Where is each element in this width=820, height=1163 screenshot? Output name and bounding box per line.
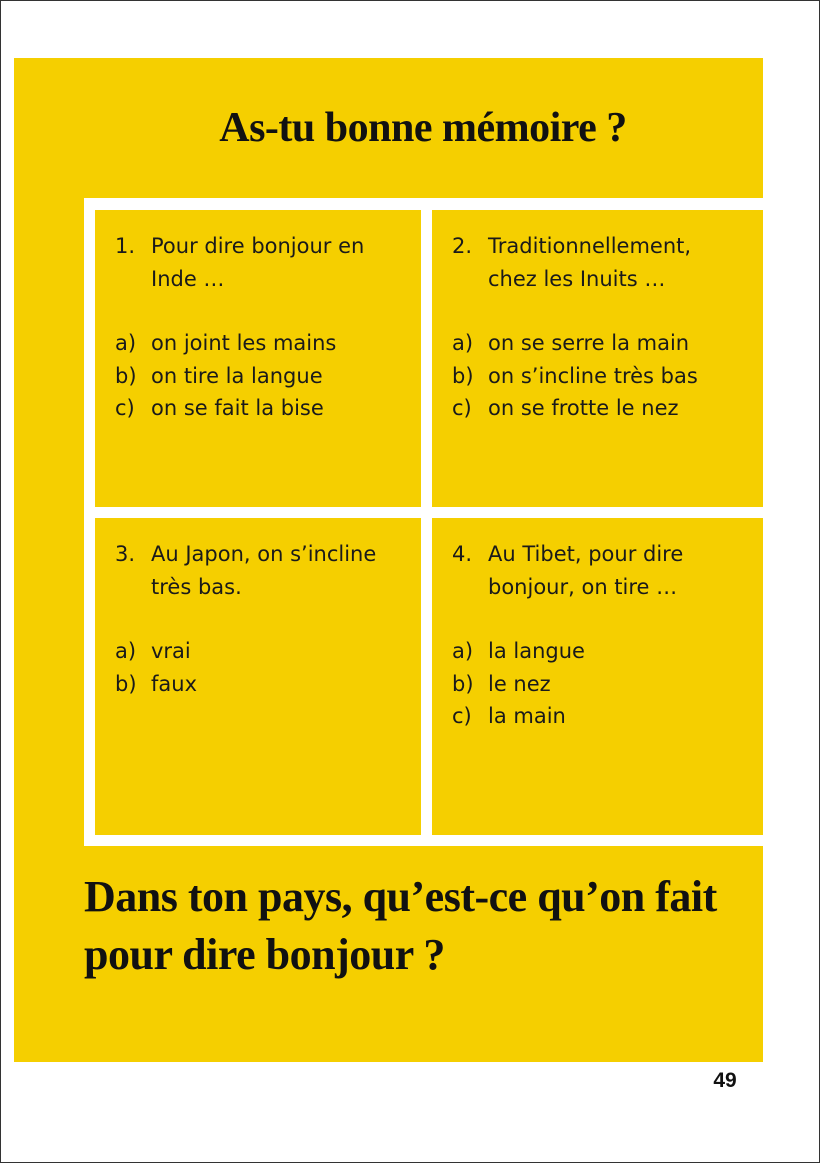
answer-list — [452, 327, 755, 425]
answer-option — [115, 360, 413, 393]
question-prompt — [452, 538, 755, 603]
question-prompt — [452, 230, 755, 295]
question-number: 2. — [452, 234, 473, 258]
question-number: 1. — [115, 234, 136, 258]
answer-letter: c) — [452, 396, 472, 420]
discussion-question: Dans ton pays, qu’est-ce qu’on fait pour dire bonjour ? — [84, 872, 717, 979]
answer-option — [115, 392, 413, 425]
answer-option — [452, 668, 755, 701]
answer-option — [452, 700, 755, 733]
question-text: Traditionnellement, chez les Inuits … — [488, 234, 692, 291]
question-number: 4. — [452, 542, 473, 566]
answer-letter: b) — [115, 671, 137, 696]
answer-text: faux — [151, 671, 197, 696]
answer-text: on se frotte le nez — [488, 396, 679, 420]
answer-letter: a) — [452, 639, 474, 663]
answer-list — [115, 635, 413, 700]
answer-letter: c) — [452, 704, 472, 728]
answer-text: on se serre la main — [488, 331, 690, 355]
question-text: Au Tibet, pour dire bonjour, on tire … — [488, 542, 684, 599]
answer-option — [115, 327, 413, 360]
answer-letter: a) — [115, 331, 137, 355]
question-card-3 — [95, 518, 421, 835]
answer-list — [452, 635, 755, 733]
answer-text: on s’incline très bas — [488, 363, 698, 388]
question-card-2 — [432, 210, 763, 507]
answer-text: vrai — [151, 639, 191, 663]
answer-letter: a) — [115, 639, 137, 663]
answer-text: on joint les mains — [151, 331, 337, 355]
question-prompt — [115, 538, 413, 603]
answer-option — [452, 327, 755, 360]
answer-letter: c) — [115, 396, 135, 420]
answer-text: on se fait la bise — [151, 396, 324, 420]
answer-letter: a) — [452, 331, 474, 355]
answer-text: la main — [488, 704, 566, 728]
answer-text: le nez — [488, 671, 551, 696]
answer-text: la langue — [488, 639, 585, 663]
question-text: Pour dire bonjour en Inde … — [151, 234, 365, 291]
answer-option — [452, 360, 755, 393]
question-card-4 — [432, 518, 763, 835]
page-number: 49 — [713, 1069, 737, 1092]
question-card-1 — [95, 210, 421, 507]
answer-text: on tire la langue — [151, 363, 323, 388]
answer-list — [115, 327, 413, 425]
answer-letter: b) — [115, 363, 137, 388]
question-number: 3. — [115, 542, 136, 566]
question-prompt — [115, 230, 413, 295]
page-title: As-tu bonne mémoire ? — [219, 105, 627, 151]
answer-option — [115, 668, 413, 701]
question-text: Au Japon, on s’incline très bas. — [151, 542, 377, 599]
answer-option — [452, 635, 755, 668]
answer-letter: b) — [452, 671, 474, 696]
answer-option — [115, 635, 413, 668]
answer-option — [452, 392, 755, 425]
answer-letter: b) — [452, 363, 474, 388]
